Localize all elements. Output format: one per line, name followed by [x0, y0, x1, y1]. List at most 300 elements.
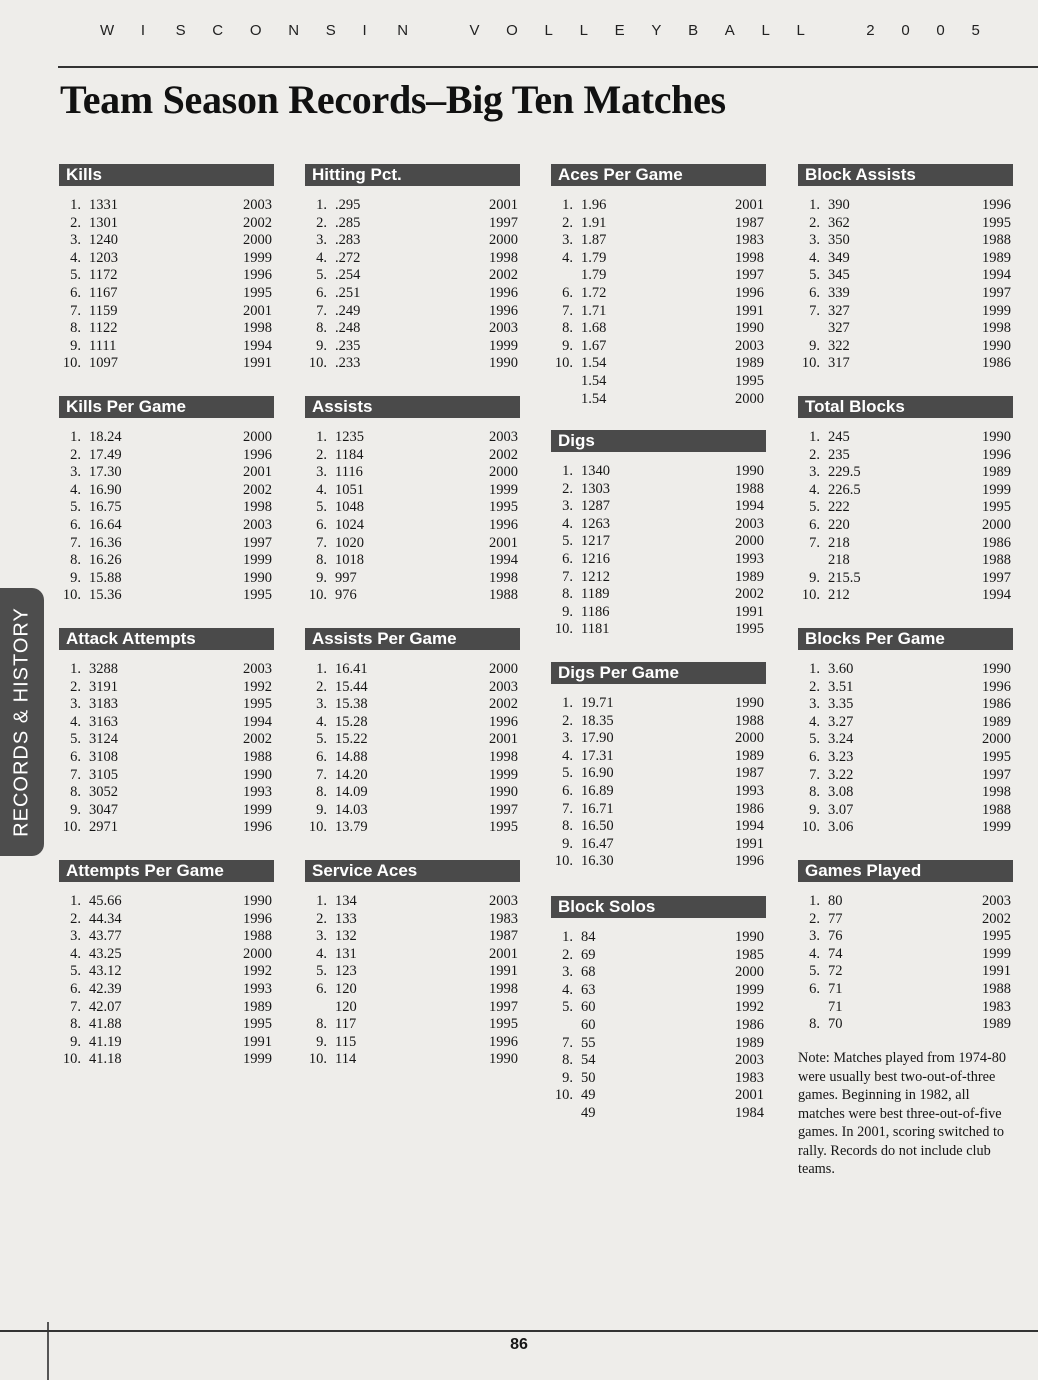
record-row [305, 963, 520, 981]
record-year: 1983 [735, 232, 764, 249]
record-row [59, 197, 274, 215]
record-row [305, 482, 520, 500]
record-rank: 5. [809, 731, 820, 748]
record-year: 2000 [243, 429, 272, 445]
record-value: 1216 [581, 550, 610, 567]
record-year: 1997 [489, 214, 518, 231]
record-row [305, 285, 520, 303]
record-row [305, 819, 520, 837]
record-row [59, 1051, 274, 1069]
record-row [551, 569, 766, 587]
record-value: 69 [581, 946, 596, 963]
record-year: 1996 [735, 853, 764, 870]
record-year: 2001 [489, 731, 518, 748]
record-row [59, 893, 274, 911]
record-rank: 2. [70, 910, 81, 927]
record-year: 1997 [243, 534, 272, 551]
record-year: 1990 [982, 337, 1011, 354]
record-year: 1987 [735, 765, 764, 782]
record-year: 1991 [982, 963, 1011, 980]
record-rank: 9. [809, 569, 820, 586]
record-value: 71 [828, 998, 843, 1015]
record-row [551, 232, 766, 250]
record-rank: 5. [809, 499, 820, 516]
record-year: 2003 [243, 661, 272, 677]
record-rank: 3. [809, 928, 820, 945]
section-header: Block Assists [798, 164, 1013, 186]
record-year: 1995 [489, 819, 518, 836]
record-year: 1996 [243, 819, 272, 836]
header-letter: 0 [901, 22, 910, 39]
record-rank: 7. [809, 302, 820, 319]
record-rank: 3. [316, 232, 327, 249]
record-year: 1994 [982, 267, 1011, 284]
record-year: 1990 [489, 355, 518, 372]
record-rank: 9. [562, 603, 573, 620]
record-year: 2001 [735, 1087, 764, 1104]
header-letter: E [614, 22, 625, 39]
record-value: 3108 [89, 748, 118, 765]
record-rank: 10. [801, 587, 820, 604]
record-rank: 1. [562, 463, 573, 479]
record-year: 1999 [982, 481, 1011, 498]
record-row [305, 552, 520, 570]
section-header: Games Played [798, 860, 1013, 882]
record-row [551, 303, 766, 321]
record-year: 2001 [489, 945, 518, 962]
record-rank: 1. [316, 893, 327, 909]
record-list [305, 197, 520, 373]
record-rank: 1. [562, 197, 573, 213]
record-value: 1203 [89, 249, 118, 266]
record-row [305, 714, 520, 732]
record-row [59, 819, 274, 837]
record-row [305, 893, 520, 911]
record-row [798, 552, 1013, 570]
record-row [798, 482, 1013, 500]
record-section [59, 164, 274, 373]
record-rank: 5. [70, 499, 81, 516]
record-rank: 7. [316, 302, 327, 319]
record-year: 1999 [489, 337, 518, 354]
record-rank: 2. [316, 446, 327, 463]
record-rank: 4. [809, 713, 820, 730]
record-value: 220 [828, 516, 850, 533]
record-year: 1998 [489, 980, 518, 997]
record-year: 1993 [243, 784, 272, 801]
record-year: 1990 [243, 766, 272, 783]
record-row [551, 1052, 766, 1070]
header-letter: O [506, 22, 518, 39]
record-value: .249 [335, 302, 361, 319]
record-year: 2002 [489, 696, 518, 713]
record-row [305, 535, 520, 553]
record-value: 997 [335, 569, 357, 586]
record-year: 1995 [982, 928, 1011, 945]
record-value: .235 [335, 337, 361, 354]
record-year: 2001 [489, 197, 518, 213]
record-section [798, 396, 1013, 605]
record-rank: 9. [562, 337, 573, 354]
record-list [305, 893, 520, 1069]
record-year: 1996 [982, 678, 1011, 695]
record-year: 1990 [243, 893, 272, 909]
record-year: 1994 [489, 552, 518, 569]
record-rank: 3. [809, 232, 820, 249]
record-row [551, 730, 766, 748]
record-year: 1998 [489, 748, 518, 765]
record-rank: 5. [316, 499, 327, 516]
record-value: 1184 [335, 446, 364, 463]
header-letter: Y [651, 22, 662, 39]
record-rank: 6. [562, 284, 573, 301]
record-value: .251 [335, 284, 361, 301]
record-value: 1212 [581, 568, 610, 585]
record-value: 49 [581, 1104, 596, 1121]
record-year: 2002 [243, 731, 272, 748]
record-year: 2002 [735, 586, 764, 603]
record-year: 2000 [243, 945, 272, 962]
record-rank: 6. [316, 980, 327, 997]
record-value: 43.25 [89, 945, 122, 962]
section-header: Kills [59, 164, 274, 186]
record-value: 54 [581, 1052, 596, 1069]
record-rank: 2. [809, 678, 820, 695]
record-year: 1983 [982, 998, 1011, 1015]
record-rank: 1. [562, 695, 573, 711]
record-year: 2003 [735, 337, 764, 354]
section-header: Blocks Per Game [798, 628, 1013, 650]
record-year: 1996 [243, 267, 272, 284]
record-row [551, 713, 766, 731]
record-row [305, 928, 520, 946]
record-value: 123 [335, 963, 357, 980]
record-value: 74 [828, 945, 843, 962]
record-value: 16.26 [89, 552, 122, 569]
record-value: 1.67 [581, 337, 607, 354]
record-year: 2003 [489, 678, 518, 695]
record-row [798, 570, 1013, 588]
record-year: 1997 [982, 284, 1011, 301]
header-letter: W [100, 22, 115, 39]
record-rank: 7. [316, 766, 327, 783]
record-row [798, 802, 1013, 820]
record-year: 1994 [243, 713, 272, 730]
record-value: 17.30 [89, 464, 122, 481]
record-year: 1987 [735, 214, 764, 231]
record-row [798, 303, 1013, 321]
record-value: 1263 [581, 515, 610, 532]
record-row [305, 767, 520, 785]
record-value: 3183 [89, 696, 118, 713]
record-rank: 6. [316, 748, 327, 765]
record-row [798, 232, 1013, 250]
record-value: 1116 [335, 464, 363, 481]
record-row [798, 285, 1013, 303]
record-value: 18.24 [89, 429, 122, 445]
record-value: 345 [828, 267, 850, 284]
record-year: 1990 [982, 429, 1011, 445]
record-value: 3.06 [828, 819, 854, 836]
record-row [59, 429, 274, 447]
record-row [798, 911, 1013, 929]
record-value: 132 [335, 928, 357, 945]
record-rank: 4. [70, 945, 81, 962]
record-year: 1989 [735, 568, 764, 585]
record-row [551, 783, 766, 801]
record-value: 1287 [581, 498, 610, 515]
record-rank: 3. [70, 928, 81, 945]
record-value: 245 [828, 429, 850, 445]
record-rank: 10. [554, 355, 573, 372]
record-value: 3.22 [828, 766, 854, 783]
record-rank: 8. [809, 784, 820, 801]
record-year: 1988 [243, 928, 272, 945]
record-list [798, 893, 1013, 1034]
header-letter: V [469, 22, 480, 39]
record-rank: 6. [809, 748, 820, 765]
record-row [305, 696, 520, 714]
section-header: Assists [305, 396, 520, 418]
header-letter: 2 [866, 22, 875, 39]
record-year: 1989 [982, 1016, 1011, 1033]
record-rank: 1. [316, 429, 327, 445]
record-section [59, 628, 274, 837]
record-value: 17.31 [581, 747, 614, 764]
record-year: 2000 [735, 730, 764, 747]
record-row [798, 661, 1013, 679]
record-value: 3191 [89, 678, 118, 695]
record-row [305, 250, 520, 268]
record-row [305, 303, 520, 321]
record-row [305, 517, 520, 535]
record-year: 1997 [489, 998, 518, 1015]
record-list [305, 661, 520, 837]
record-rank: 4. [70, 481, 81, 498]
record-row [551, 197, 766, 215]
record-row [59, 928, 274, 946]
record-row [59, 232, 274, 250]
record-rank: 7. [70, 302, 81, 319]
record-row [551, 853, 766, 871]
record-rank: 3. [562, 964, 573, 981]
record-row [798, 464, 1013, 482]
record-rank: 10. [801, 355, 820, 372]
record-row [305, 320, 520, 338]
record-value: 3.51 [828, 678, 854, 695]
record-year: 1999 [982, 945, 1011, 962]
record-rank: 1. [70, 661, 81, 677]
record-year: 1999 [243, 249, 272, 266]
record-rank: 8. [809, 1016, 820, 1033]
record-value: 1.79 [581, 267, 607, 284]
record-section [798, 628, 1013, 837]
record-rank: 5. [70, 963, 81, 980]
record-list [798, 197, 1013, 373]
record-row [59, 963, 274, 981]
record-rank: 6. [809, 284, 820, 301]
record-row [305, 731, 520, 749]
record-year: 1996 [735, 284, 764, 301]
record-value: 15.22 [335, 731, 368, 748]
record-rank: 9. [562, 835, 573, 852]
record-value: 3052 [89, 784, 118, 801]
record-rank: 2. [809, 214, 820, 231]
section-header: Service Aces [305, 860, 520, 882]
running-header-text [100, 22, 980, 39]
record-row [59, 767, 274, 785]
record-row [305, 464, 520, 482]
record-value: 16.64 [89, 516, 122, 533]
record-rank: 4. [809, 945, 820, 962]
record-year: 2003 [243, 516, 272, 533]
record-year: 2001 [735, 197, 764, 213]
record-year: 2002 [243, 214, 272, 231]
record-year: 1995 [243, 1016, 272, 1033]
record-year: 1989 [243, 998, 272, 1015]
record-rank: 6. [70, 516, 81, 533]
section-header: Attempts Per Game [59, 860, 274, 882]
record-rank: 8. [70, 320, 81, 337]
record-year: 1996 [489, 713, 518, 730]
section-header: Kills Per Game [59, 396, 274, 418]
header-letter: L [579, 22, 588, 39]
record-year: 1999 [243, 801, 272, 818]
record-row [798, 999, 1013, 1017]
record-rank: 1. [809, 661, 820, 677]
record-row [305, 447, 520, 465]
record-value: 1.96 [581, 197, 607, 213]
record-value: 16.50 [581, 818, 614, 835]
record-rank: 6. [316, 516, 327, 533]
record-section [305, 860, 520, 1069]
record-rank: 3. [70, 232, 81, 249]
record-value: 16.47 [581, 835, 614, 852]
record-value: 3.27 [828, 713, 854, 730]
record-row [59, 215, 274, 233]
record-rank: 4. [70, 249, 81, 266]
record-row [798, 338, 1013, 356]
record-row [551, 999, 766, 1017]
record-year: 1995 [489, 1016, 518, 1033]
record-value: 1024 [335, 516, 364, 533]
header-letter: B [688, 22, 699, 39]
record-row [59, 552, 274, 570]
record-value: 15.28 [335, 713, 368, 730]
record-value: 68 [581, 964, 596, 981]
record-year: 1993 [735, 782, 764, 799]
record-section [305, 396, 520, 605]
record-value: 226.5 [828, 481, 861, 498]
record-value: 1301 [89, 214, 118, 231]
record-year: 1990 [735, 320, 764, 337]
record-year: 1986 [982, 696, 1011, 713]
record-year: 1990 [735, 929, 764, 945]
record-row [59, 999, 274, 1017]
record-row [551, 285, 766, 303]
record-rank: 1. [316, 661, 327, 677]
page-number: 86 [510, 1336, 528, 1353]
record-value: 349 [828, 249, 850, 266]
record-rank: 5. [316, 963, 327, 980]
record-value: 117 [335, 1016, 357, 1033]
record-year: 1989 [982, 464, 1011, 481]
record-row [551, 982, 766, 1000]
record-value: 222 [828, 499, 850, 516]
record-year: 1986 [982, 534, 1011, 551]
record-value: 218 [828, 534, 850, 551]
record-rank: 3. [316, 696, 327, 713]
record-year: 1990 [982, 661, 1011, 677]
record-value: 327 [828, 320, 850, 337]
record-row [798, 250, 1013, 268]
record-row [59, 1034, 274, 1052]
record-rank: 5. [809, 267, 820, 284]
record-section [551, 164, 766, 408]
record-year: 1998 [243, 320, 272, 337]
record-year: 1987 [489, 928, 518, 945]
record-year: 1993 [243, 980, 272, 997]
record-year: 1991 [243, 1033, 272, 1050]
record-year: 2002 [489, 267, 518, 284]
record-row [551, 1017, 766, 1035]
record-row [798, 320, 1013, 338]
record-value: 134 [335, 893, 357, 909]
record-rank: 9. [316, 569, 327, 586]
record-rank: 1. [70, 197, 81, 213]
record-row [305, 749, 520, 767]
record-value: 16.90 [581, 765, 614, 782]
record-row [551, 748, 766, 766]
record-rank: 9. [809, 337, 820, 354]
record-row [305, 355, 520, 373]
record-value: .285 [335, 214, 361, 231]
record-year: 1984 [735, 1104, 764, 1121]
record-rank: 10. [62, 819, 81, 836]
header-letter: L [761, 22, 770, 39]
record-value: 1020 [335, 534, 364, 551]
record-value: 215.5 [828, 569, 861, 586]
record-value: 70 [828, 1016, 843, 1033]
record-section [551, 662, 766, 871]
record-year: 1983 [735, 1069, 764, 1086]
record-rank: 6. [70, 980, 81, 997]
record-rank: 5. [70, 267, 81, 284]
record-value: 1097 [89, 355, 118, 372]
record-list [798, 429, 1013, 605]
record-row [59, 570, 274, 588]
record-year: 2000 [982, 516, 1011, 533]
record-value: 49 [581, 1087, 596, 1104]
record-value: 1331 [89, 197, 118, 213]
record-value: 3.08 [828, 784, 854, 801]
record-rank: 5. [316, 267, 327, 284]
record-value: 1111 [89, 337, 117, 354]
record-value: 1167 [89, 284, 118, 301]
record-year: 2000 [982, 731, 1011, 748]
record-year: 1995 [489, 499, 518, 516]
record-value: .248 [335, 320, 361, 337]
record-rank: 4. [562, 981, 573, 998]
record-rank: 5. [809, 963, 820, 980]
header-rule [58, 66, 1038, 68]
record-value: 63 [581, 981, 596, 998]
record-year: 1990 [735, 695, 764, 711]
record-row [798, 981, 1013, 999]
record-value: 16.36 [89, 534, 122, 551]
record-year: 2001 [243, 464, 272, 481]
header-letter: L [544, 22, 553, 39]
